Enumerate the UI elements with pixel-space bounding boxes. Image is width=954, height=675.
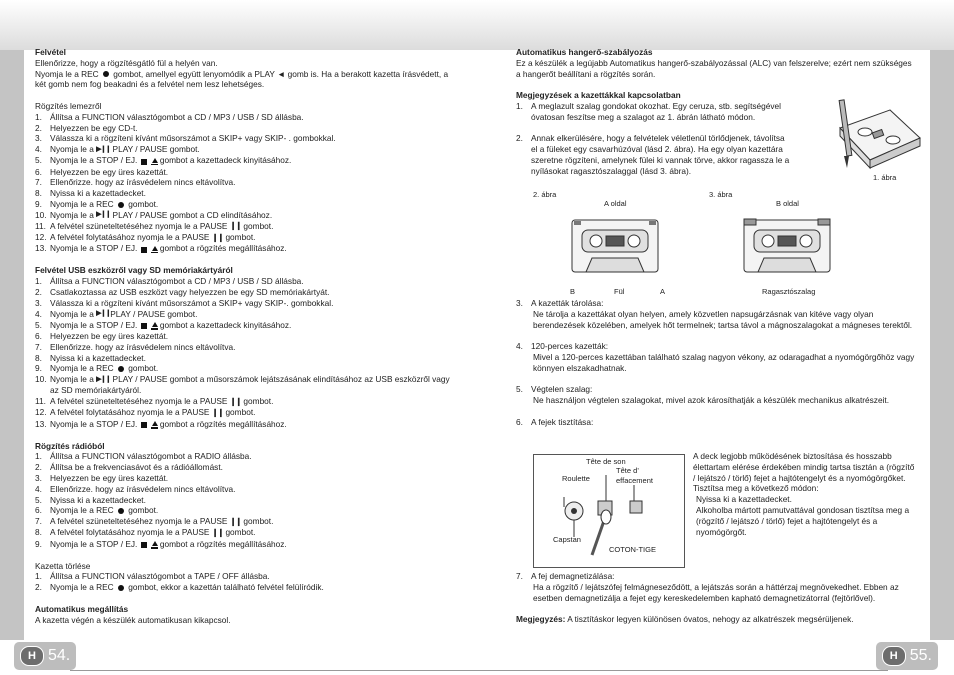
cleaning-paragraph: A deck legjobb működésének biztosítása és hosszabb élettartam elérése érdekében mindig tartsa tisztán a (rögzítő / lejátszó / törlő) fejet a hajtótengelyt és a nyomógörgőket. (693, 451, 915, 483)
item-text (50, 309, 460, 320)
item-text-part: PLAY / PAUSE gombot a CD elindításához. (110, 209, 273, 220)
note-number: 7. (516, 571, 523, 581)
list-item (35, 462, 460, 473)
item-text-part: Ellenőrizze. hogy az írásvédelem nincs eltávolítva. (50, 177, 236, 188)
page-number: 55. (909, 647, 932, 664)
play-pause-icon: ▶❙❙ (96, 309, 111, 317)
item-number: 12. (35, 407, 47, 418)
item-text-part: gombot. (223, 232, 256, 243)
label-roller: Roulette (562, 474, 590, 483)
item-number: 9. (35, 198, 42, 209)
item-text-part: Csatlakoztassa az USB eszközt vagy helyezzen be egy SD memóriakártyát. (50, 286, 330, 297)
pause-icon: ❙❙ (211, 407, 224, 417)
item-text-part: Nyomja le a REC (50, 363, 116, 374)
notes-storage (516, 298, 916, 428)
figure-2-cassette-tabs (570, 218, 660, 274)
note-3-text: Ne tárolja a kazettákat olyan helyen, amely közvetlen napsugárzásnak van kitéve vagy olyan berendezések közelében, amelyek hőt termelnek; tartsa távol a mágnoszalagokat a mágneses terektől. (533, 308, 913, 330)
list-item (35, 451, 460, 462)
list-item (35, 539, 460, 550)
item-number: 9. (35, 538, 42, 549)
item-text-part: Válassza ki a rögzíteni kívánt műsorszámot a SKIP+ vagy SKIP- . gombokkal. (50, 133, 336, 144)
pause-icon: ❙❙ (229, 516, 242, 526)
warning-label: Megjegyzés: (516, 614, 566, 625)
note-title: A kazetták tárolása: (531, 298, 604, 308)
section-title-recording: Felvétel (35, 47, 66, 57)
list-item (35, 527, 460, 538)
item-text-part: Nyomja le a (50, 308, 97, 319)
list-item (35, 473, 460, 484)
stop-eject-icon (140, 419, 158, 430)
item-text (50, 582, 460, 593)
warning-note (516, 614, 916, 625)
page-number-right (876, 642, 938, 670)
item-text (50, 287, 460, 298)
list-item (35, 353, 460, 364)
figure-1-cassette-pencil (835, 98, 925, 180)
list-item (35, 495, 460, 506)
item-text (50, 363, 460, 374)
item-text-part: Állítsa be a frekvenciasávot és a rádióállomást. (50, 462, 223, 473)
play-pause-icon: ▶❙❙ (96, 211, 111, 219)
item-text (50, 155, 460, 166)
note-2 (516, 133, 791, 176)
rec-icon (118, 585, 124, 591)
page-number-left (14, 642, 76, 670)
item-text (50, 516, 460, 527)
item-text (50, 232, 460, 243)
item-text-part: gombot. (241, 396, 274, 407)
item-number: 13. (35, 418, 47, 429)
item-text (50, 462, 460, 473)
autostop-text: A kazetta végén a készülék automatikusan kikapcsol. (35, 614, 231, 625)
item-text-part: gombot a rögzítés megállításához. (157, 418, 287, 429)
label-cotton-swab: COTON-TIGE (609, 545, 656, 554)
fig3-side-label: B oldal (776, 199, 799, 208)
footer-rule (70, 670, 888, 671)
item-text-part: A felvétel szüneteltetéséhez nyomja le a PAUSE (50, 220, 230, 231)
list-item (35, 363, 460, 374)
item-text (50, 167, 460, 178)
item-text (50, 451, 460, 462)
item-text-part: gombot. (241, 516, 274, 527)
section-title-notes: Megjegyzések a kazettákkal kapcsolatban (516, 90, 681, 101)
note-number: 3. (516, 298, 523, 308)
item-number: 9. (35, 363, 42, 374)
item-text-part: PLAY / PAUSE gombot. (110, 144, 200, 155)
list-item (35, 484, 460, 495)
note-7-text: Ha a rögzítő / lejátszófej felmágneseződött, a lejátszás során a háttérzaj megnövekedhet. Ebben az esetben demagnetizálja a fejet egy kereskedelemben kapható demagnetizátorral (fejtörlővel). (533, 581, 899, 603)
section-title-autostop: Automatikus megállítás (35, 603, 129, 614)
item-text-part: A felvétel folytatásához nyomja le a PAUSE (50, 407, 212, 418)
note-number: 6. (516, 416, 523, 427)
item-text (50, 484, 460, 495)
list-item (35, 287, 460, 298)
item-number: 2. (35, 582, 42, 593)
language-badge: H (882, 646, 906, 666)
note-number: 1. (516, 100, 523, 111)
list-item (35, 133, 460, 144)
item-text-part: gombot. (125, 363, 159, 374)
item-text (50, 320, 460, 331)
item-text-part: Helyezzen be egy CD-t. (50, 122, 138, 133)
item-text-part: Nyomja le a (50, 374, 97, 385)
list-item (35, 407, 460, 418)
item-text-part: gombot. (125, 505, 159, 516)
list-item (35, 221, 460, 232)
note-number: 4. (516, 341, 523, 352)
label-erase-head: Tête d’ effacement (616, 466, 653, 485)
item-text-part: Nyomja le a (50, 144, 97, 155)
list-item (35, 516, 460, 527)
fig2-label-b: B (570, 287, 576, 296)
item-text-part: gombot. (241, 220, 274, 231)
list-item (35, 419, 460, 430)
list-item (35, 342, 460, 353)
list-item (35, 582, 460, 593)
stop-eject-icon (140, 156, 158, 167)
item-text-part: Állítsa a FUNCTION választógombot a CD / MP3 / USB / SD állásba. (50, 276, 304, 287)
pause-icon: ❙❙ (211, 232, 224, 242)
item-number: 6. (35, 166, 42, 177)
cleaning-paragraph: Tisztítsa meg a következő módon: (693, 483, 819, 494)
item-text (50, 419, 460, 430)
section-title-radio: Rögzítés rádióból (35, 440, 105, 451)
item-number: 5. (35, 494, 42, 505)
item-number: 7. (35, 177, 42, 188)
section-title-cd: Rögzítés lemezről (35, 100, 102, 111)
note-title: A fejek tisztítása: (531, 416, 594, 427)
item-text (50, 539, 460, 550)
note-number: 5. (516, 384, 523, 395)
item-number: 8. (35, 527, 42, 538)
language-badge: H (20, 646, 44, 666)
item-text-part: Válassza ki a rögzíteni kívánt műsorszámot a SKIP+ vagy SKIP-. gombokkal. (50, 297, 334, 308)
item-number: 8. (35, 188, 42, 199)
list-item (35, 167, 460, 178)
pause-icon: ❙❙ (229, 396, 242, 406)
item-text-part: gombot, ekkor a kazettán található felvétel felülíródik. (125, 582, 324, 593)
item-text (50, 407, 460, 418)
list-item (35, 188, 460, 199)
list-item (35, 309, 460, 320)
item-number: 2. (35, 462, 42, 473)
item-text-part: PLAY / PAUSE gombot. (110, 308, 198, 319)
item-text (50, 243, 460, 254)
recording-instruction (35, 69, 460, 91)
list-item (35, 298, 460, 309)
item-text-part: Nyomja le a (50, 209, 97, 220)
list-item (35, 505, 460, 516)
item-text-part: Nyomja le a REC (50, 505, 116, 516)
item-text-part: Nyissa ki a kazettadecket. (50, 188, 146, 199)
item-number: 1. (35, 451, 42, 462)
item-number: 11. (35, 220, 46, 231)
item-text (50, 123, 460, 134)
item-text-part: A felvétel folytatásához nyomja le a PAUSE (50, 527, 212, 538)
note-text: A meglazult szalag gondokat okozhat. Egy ceruza, stb. segítségével óvatosan feszítse meg a szalagot az 1. ábrán látható módon. (531, 100, 781, 122)
list-item (35, 144, 460, 155)
fig2-side-label: A oldal (604, 199, 627, 208)
item-text-part: Ellenőrizze. hogy az írásvédelem nincs eltávolítva. (50, 341, 236, 352)
item-number: 12. (35, 232, 47, 243)
note-7 (516, 571, 916, 582)
item-number: 1. (35, 276, 42, 287)
note-4-text: Mivel a 120-perces kazettában található szalag nagyon vékony, az odaragadhat a nyomógörgőhöz vagy könnyen elszakadhatnak. (533, 351, 915, 373)
stop-eject-icon (140, 539, 158, 550)
section-title-usb: Felvétel USB eszközről vagy SD memóriakártyáról (35, 265, 233, 276)
item-number: 5. (35, 155, 42, 166)
item-text-part: A felvétel szüneteltetéséhez nyomja le a PAUSE (50, 396, 230, 407)
item-number: 10. (35, 209, 47, 220)
item-number: 6. (35, 330, 42, 341)
note-1 (516, 101, 816, 123)
item-number: 5. (35, 319, 42, 330)
item-text (50, 112, 460, 123)
note-5 (516, 384, 916, 395)
fig2-caption: 2. ábra (533, 190, 557, 199)
left-column (35, 47, 460, 625)
list-item (35, 112, 460, 123)
item-number: 11. (35, 396, 46, 407)
radio-steps (35, 451, 460, 549)
item-number: 4. (35, 308, 42, 319)
note-6 (516, 417, 916, 428)
item-text-part: Állítsa a FUNCTION választógombot a TAPE / OFF állásba. (50, 571, 270, 582)
item-text (50, 133, 460, 144)
item-text-part: Nyomja le a STOP / EJ. (50, 418, 140, 429)
item-number: 2. (35, 122, 42, 133)
item-text-part: Nyissa ki a kazettadecket. (50, 352, 146, 363)
item-text-part: Nyomja le a REC (50, 198, 116, 209)
head-cleaning-text (693, 451, 915, 537)
list-item (35, 243, 460, 254)
figure-3-cassette-tape (742, 218, 832, 274)
item-text-part: Nyomja le a STOP / EJ. (50, 155, 140, 166)
item-text-part: gombot a rögzítés megállításához. (157, 243, 287, 254)
item-text-part: gombot. (125, 198, 159, 209)
rec-icon (118, 202, 124, 208)
pause-icon: ❙❙ (211, 527, 224, 537)
item-number: 8. (35, 352, 42, 363)
fig3-label-tape: Ragasztószalag (762, 287, 816, 296)
erase-steps (35, 571, 460, 593)
item-text (50, 342, 460, 353)
cleaning-step: Nyissa ki a kazettadecket. (696, 494, 792, 505)
item-text-part: gombot. (223, 407, 256, 418)
item-text (50, 353, 460, 364)
right-margin-bar (930, 50, 954, 640)
list-item (35, 232, 460, 243)
note-3 (516, 298, 916, 309)
item-number: 3. (35, 133, 42, 144)
item-number: 1. (35, 111, 42, 122)
item-text (50, 199, 460, 210)
item-text-part: Nyomja le a STOP / EJ. (50, 243, 140, 254)
item-text-part: gombot. (223, 527, 256, 538)
item-text-part: Nyomja le a REC (50, 582, 116, 593)
list-item (35, 123, 460, 134)
item-number: 10. (35, 374, 47, 385)
list-item (35, 155, 460, 166)
item-text-part: gombot a kazettadeck kinyitásához. (157, 155, 292, 166)
page-number: 54. (48, 647, 71, 664)
cd-steps (35, 112, 460, 255)
fig2-label-tab: Fül (614, 287, 625, 296)
item-number: 7. (35, 341, 42, 352)
item-text (50, 210, 460, 221)
item-text-part: Nyomja le a STOP / EJ. (50, 538, 140, 549)
item-number: 7. (35, 516, 42, 527)
item-text-part: Nyomja le a STOP / EJ. (50, 319, 140, 330)
text: gombot, amellyel együtt lenyomódik a PLAY ◄ gomb is. Ha a berakott kazetta írásvédett, a két gomb nem fog beakadni és a felvétel nem lesz lehetséges. (35, 68, 449, 90)
fig1-caption: 1. ábra (873, 173, 897, 182)
cleaning-step: Alkoholba mártott pamutvattával gondosan tisztítsa meg a (rögzítő / lejátszó / törlő) fejet a hajtótengelyt és a nyomógörgőt. (696, 504, 910, 537)
item-text-part: Nyissa ki a kazettadecket. (50, 494, 146, 505)
item-text-part: PLAY / PAUSE gombot a műsorszámok lejátszásának elindításához az USB eszközről vagy az SD memóriakártyáról. (50, 374, 450, 396)
rec-icon (118, 366, 124, 372)
list-item (35, 396, 460, 407)
note-title: A fej demagnetizálása: (531, 571, 615, 581)
item-number: 2. (35, 286, 42, 297)
item-text (50, 505, 460, 516)
list-item (35, 320, 460, 331)
header-band (0, 0, 954, 50)
item-text (50, 221, 460, 232)
note-title: Végtelen szalag: (531, 384, 593, 395)
label-sound-head: Tête de son (586, 457, 626, 466)
rec-icon (118, 508, 124, 514)
play-pause-icon: ▶❙❙ (96, 145, 111, 153)
item-number: 3. (35, 297, 42, 308)
item-number: 13. (35, 243, 47, 254)
text: Nyomja le a REC (35, 68, 101, 79)
item-text (50, 396, 460, 407)
usb-steps (35, 276, 460, 430)
item-text-part: gombot a kazettadeck kinyitásához. (157, 319, 292, 330)
item-text (50, 495, 460, 506)
stop-eject-icon (140, 244, 158, 255)
item-text-part: Helyezzen be egy üres kazettát. (50, 330, 169, 341)
item-text (50, 331, 460, 342)
item-text-part: gombot a rögzítés megállításához. (157, 538, 287, 549)
section-title-erase: Kazetta törlése (35, 560, 91, 571)
label-capstan: Capstan (553, 535, 581, 544)
item-text-part: Állítsa a FUNCTION választógombot a CD / MP3 / USB / SD állásba. (50, 111, 304, 122)
note-title: 120-perces kazetták: (531, 341, 609, 352)
list-item (35, 331, 460, 342)
note-5-text: Ne használjon végtelen szalagokat, mivel azok károsíthatják a készülék mechanikus alkatrészeit. (533, 395, 890, 406)
item-text (50, 374, 460, 396)
item-number: 4. (35, 483, 42, 494)
left-margin-bar (0, 50, 24, 640)
alc-text: Ez a készülék a legújabb Automatikus hangerő-szabályozással (ALC) van felszerelve; ezért nem szükséges a hangerőt beállítani a rögzítés során. (516, 57, 912, 79)
item-number: 6. (35, 505, 42, 516)
rec-icon (103, 71, 109, 77)
pause-icon: ❙❙ (229, 221, 242, 231)
list-item (35, 199, 460, 210)
section-title-alc: Automatikus hangerő-szabályozás (516, 47, 653, 57)
item-text (50, 298, 460, 309)
list-item (35, 210, 460, 221)
stop-eject-icon (140, 320, 158, 331)
notes-demagnetize (516, 571, 916, 625)
item-text (50, 276, 460, 287)
list-item (35, 374, 460, 396)
list-item (35, 177, 460, 188)
item-text (50, 473, 460, 484)
item-number: 3. (35, 472, 42, 483)
warning-text: A tisztításkor legyen különösen óvatos, nehogy az alkatrészek megsérüljenek. (565, 614, 854, 625)
item-text-part: Helyezzen be egy üres kazettát. (50, 166, 169, 177)
fig3-caption: 3. ábra (709, 190, 733, 199)
item-text (50, 527, 460, 538)
item-number: 4. (35, 144, 42, 155)
item-number: 1. (35, 571, 42, 582)
note-number: 2. (516, 133, 523, 144)
item-text-part: A felvétel szüneteltetéséhez nyomja le a PAUSE (50, 516, 230, 527)
item-text (50, 144, 460, 155)
item-text-part: Állítsa a FUNCTION választógombot a RADIO állásba. (50, 451, 252, 462)
item-text (50, 188, 460, 199)
fig2-label-a: A (660, 287, 666, 296)
note-4 (516, 341, 916, 352)
item-text-part: Helyezzen be egy üres kazettát. (50, 472, 169, 483)
item-text-part: Ellenőrizze. hogy az írásvédelem nincs eltávolítva. (50, 483, 236, 494)
figure-head-cleaning (533, 454, 685, 568)
item-text-part: A felvétel folytatásához nyomja le a PAUSE (50, 232, 212, 243)
note-text: Annak elkerülésére, hogy a felvételek véletlenül törlődjenek, távolítsa el a füleket egy csavarhúzóval (lásd 2. ábra). Ha egy olyan kazettára szeretne rögzíteni, amelynek fülei ki vannak törve, akkor ragassza le a nyílásokat ragasztószalaggal (lásd 3. ábra). (531, 133, 790, 176)
play-pause-icon: ▶❙❙ (96, 375, 111, 383)
list-item (35, 571, 460, 582)
recording-intro: Ellenőrizze, hogy a rögzítésgátló fül a helyén van. (35, 57, 218, 68)
item-text (50, 571, 460, 582)
list-item (35, 276, 460, 287)
item-text (50, 177, 460, 188)
